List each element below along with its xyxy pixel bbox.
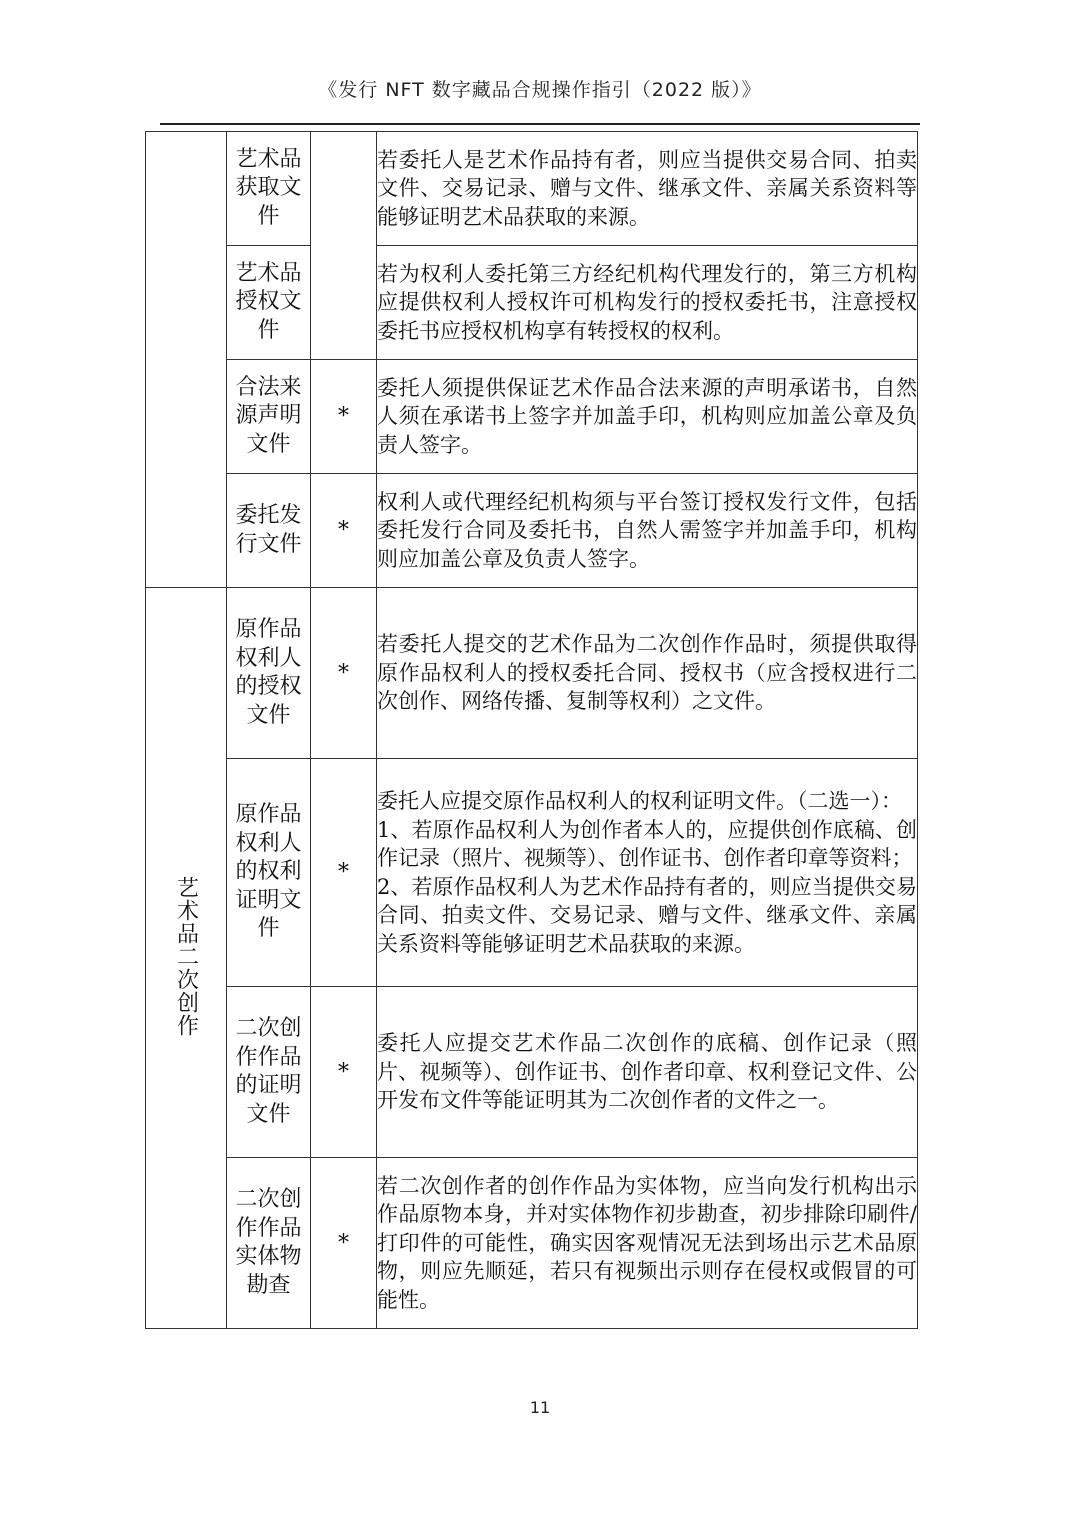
document-header-title: 《发行 NFT 数字藏品合规操作指引（2022 版）》 bbox=[318, 79, 762, 101]
item-name: 艺术品授权文件 bbox=[227, 246, 311, 360]
item-description: 若二次创作者的创作作品为实体物，应当向发行机构出示作品原物本身，并对实体物作初步勘查，初步排除印刷件/打印件的可能性，确实因客观情况无法到场出示艺术品原物，则应先顺延，若只有视频出示则存在侵权或假冒的可能性。 bbox=[377, 1158, 918, 1329]
required-mark: * bbox=[311, 474, 377, 588]
required-mark: * bbox=[311, 360, 377, 474]
table-row bbox=[146, 588, 918, 759]
category-cell: 艺术品二次创作 bbox=[146, 588, 227, 1329]
item-description: 委托人应提交艺术作品二次创作的底稿、创作记录（照片、视频等）、创作证书、创作者印章、权利登记文件、公开发布文件等能证明其为二次创作者的文件之一。 bbox=[377, 987, 918, 1158]
table-row bbox=[146, 246, 918, 360]
table-row bbox=[146, 987, 918, 1158]
header-divider bbox=[160, 123, 920, 125]
item-name: 二次创作作品的证明文件 bbox=[227, 987, 311, 1158]
item-description: 若委托人是艺术作品持有者，则应当提供交易合同、拍卖文件、交易记录、赠与文件、继承文件、亲属关系资料等能够证明艺术品获取的来源。 bbox=[377, 132, 918, 246]
table-row bbox=[146, 474, 918, 588]
table-row bbox=[146, 1158, 918, 1329]
table-row bbox=[146, 360, 918, 474]
table-row bbox=[146, 132, 918, 246]
required-mark bbox=[311, 132, 377, 360]
requirements-table bbox=[145, 131, 918, 1329]
required-mark: * bbox=[311, 759, 377, 987]
table-row bbox=[146, 759, 918, 987]
item-description: 若委托人提交的艺术作品为二次创作作品时，须提供取得原作品权利人的授权委托合同、授权书（应含授权进行二次创作、网络传播、复制等权利）之文件。 bbox=[377, 588, 918, 759]
item-name: 艺术品获取文件 bbox=[227, 132, 311, 246]
category-cell bbox=[146, 132, 227, 588]
item-name: 合法来源声明文件 bbox=[227, 360, 311, 474]
item-description: 权利人或代理经纪机构须与平台签订授权发行文件，包括委托发行合同及委托书，自然人需签字并加盖手印，机构则应加盖公章及负责人签字。 bbox=[377, 474, 918, 588]
item-name: 原作品权利人的授权文件 bbox=[227, 588, 311, 759]
item-name: 原作品权利人的权利证明文件 bbox=[227, 759, 311, 987]
item-name: 委托发行文件 bbox=[227, 474, 311, 588]
required-mark: * bbox=[311, 588, 377, 759]
item-name: 二次创作作品实体物勘查 bbox=[227, 1158, 311, 1329]
item-description: 委托人应提交原作品权利人的权利证明文件。（二选一）： 1、若原作品权利人为创作者本人的，应提供创作底稿、创作记录（照片、视频等）、创作证书、创作者印章等资料； 2、若原作品权利人为艺术作品持有者的，则应当提供交易合同、拍卖文件、交易记录、赠与文件、继承文件、亲属关系资料等能够证明艺术品获取的来源。 bbox=[377, 759, 918, 987]
required-mark: * bbox=[311, 987, 377, 1158]
item-description: 若为权利人委托第三方经纪机构代理发行的，第三方机构应提供权利人授权许可机构发行的授权委托书，注意授权委托书应授权机构享有转授权的权利。 bbox=[377, 246, 918, 360]
required-mark: * bbox=[311, 1158, 377, 1329]
page-number: 11 bbox=[529, 1398, 551, 1417]
item-description: 委托人须提供保证艺术作品合法来源的声明承诺书，自然人须在承诺书上签字并加盖手印，机构则应加盖公章及负责人签字。 bbox=[377, 360, 918, 474]
